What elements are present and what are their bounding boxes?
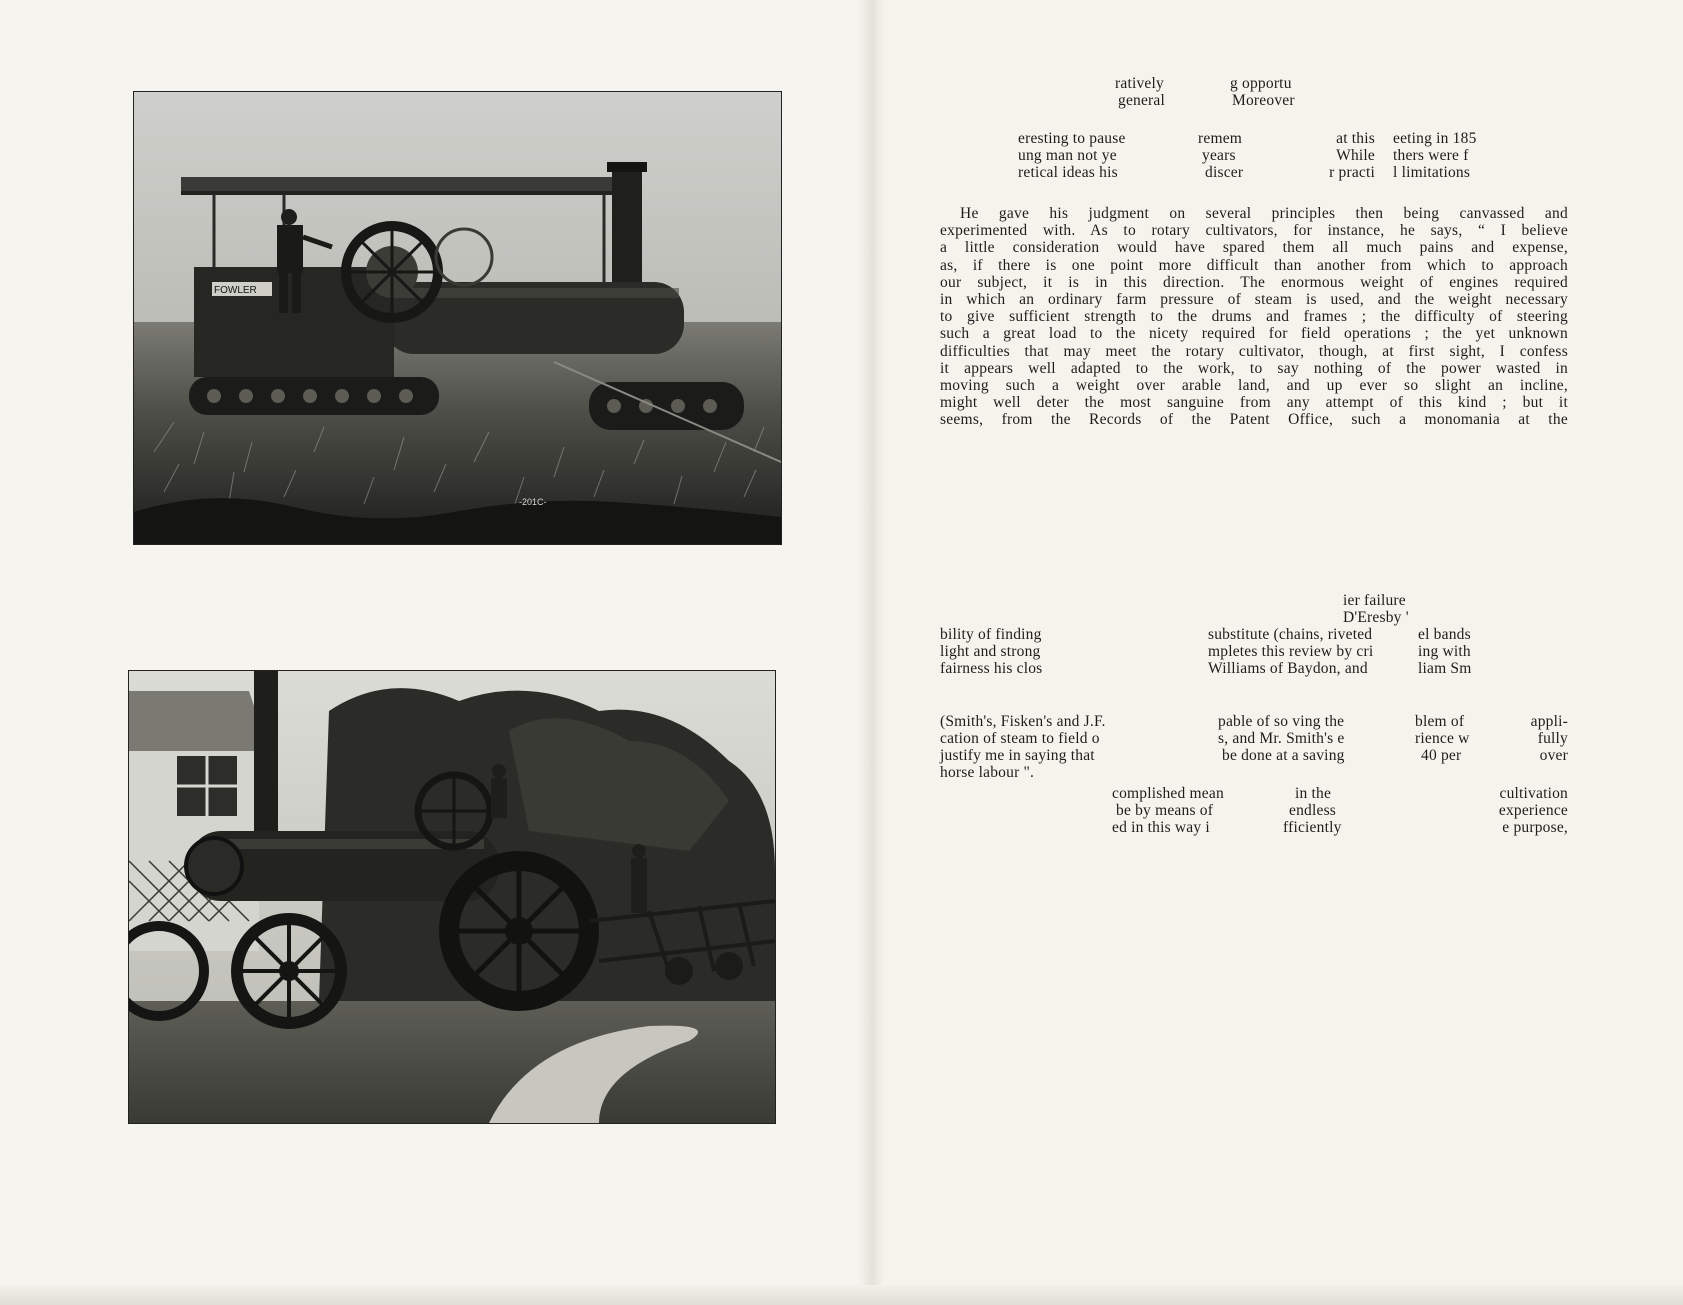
- text-fragment: endless: [1289, 802, 1337, 819]
- text-fragment: pable of so ving the: [1218, 713, 1345, 730]
- text-fragment: ed in this way i: [1112, 819, 1210, 836]
- text-fragment: r practi: [1329, 164, 1375, 181]
- text-fragment: over: [1539, 747, 1568, 764]
- paragraph-line: seems, from the Records of the Patent Office, such a monomania at the: [940, 411, 1568, 429]
- paragraph-line: our subject, it is in this direction. The enormous weight of engines required: [940, 273, 1568, 291]
- text-fragment: general: [1118, 92, 1166, 109]
- text-fragment: cation of steam to field o: [940, 730, 1100, 747]
- page-edge: [0, 1285, 1683, 1305]
- text-fragment: fficiently: [1283, 819, 1342, 836]
- text-fragment: el bands: [1418, 626, 1471, 643]
- text-fragment: at this: [1336, 130, 1375, 147]
- text-fragment: Moreover: [1232, 92, 1295, 109]
- text-fragment: appli-: [1530, 713, 1568, 730]
- paragraph-line: as, if there is one point more difficult than another from which to approach: [940, 256, 1568, 274]
- paragraph-line: such a great load to the nicety required for field operations ; the yet unknown: [940, 325, 1568, 343]
- text-fragment: 40 per: [1421, 747, 1462, 764]
- text-fragment: g opportu: [1230, 75, 1292, 92]
- paragraph-line: it appears well adapted to the work, to say nothing of the power wasted in: [940, 359, 1568, 377]
- text-fragment: fully: [1537, 730, 1568, 747]
- text-fragment: rience w: [1415, 730, 1470, 747]
- paragraph-line: experimented with. As to rotary cultivators, for instance, he says, “ I believe: [940, 222, 1568, 240]
- book-gutter: [858, 0, 884, 1305]
- text-fragment: While: [1336, 147, 1375, 164]
- text-fragment: remem: [1198, 130, 1243, 147]
- body-paragraph: [940, 205, 1568, 429]
- text-fragment: l limitations: [1393, 164, 1471, 181]
- text-fragment: thers were f: [1393, 147, 1469, 164]
- text-fragment: D'Eresby ': [1343, 609, 1409, 626]
- text-fragment: light and strong: [940, 643, 1041, 660]
- text-fragment: mpletes this review by cri: [1208, 643, 1374, 660]
- text-fragment: Williams of Baydon, and: [1208, 660, 1368, 677]
- text-fragment: ung man not ye: [1018, 147, 1117, 164]
- text-fragment: eresting to pause: [1018, 130, 1126, 147]
- text-fragment: bility of finding: [940, 626, 1042, 643]
- text-fragment: ing with: [1418, 643, 1471, 660]
- photo-crawler-steam-engine: [133, 91, 782, 545]
- paragraph-line: might well deter the most sanguine from any attempt of this kind ; but it: [940, 394, 1568, 412]
- text-fragment: be by means of: [1116, 802, 1214, 819]
- text-fragment: ier failure: [1343, 592, 1406, 609]
- paragraph-line: He gave his judgment on several principles then being canvassed and: [960, 205, 1568, 222]
- paragraph-line: moving such a weight over arable land, and up ever so slight an incline,: [940, 377, 1568, 395]
- boiler-label: FOWLER: [214, 285, 257, 296]
- text-fragment: retical ideas his: [1018, 164, 1118, 181]
- text-fragment: ratively: [1115, 75, 1164, 92]
- text-fragment: in the: [1295, 785, 1332, 802]
- text-fragment: liam Sm: [1418, 660, 1472, 677]
- text-fragment: be done at a saving: [1222, 747, 1345, 764]
- paragraph-line: a little consideration would have spared them all much pains and expense,: [940, 239, 1568, 257]
- text-fragment: e purpose,: [1502, 819, 1568, 836]
- text-fragment: justify me in saying that: [940, 747, 1095, 764]
- text-fragment: fairness his clos: [940, 660, 1043, 677]
- paragraph-line: to give sufficient strength to the drums and frames ; the difficulty of steering: [940, 308, 1568, 326]
- text-fragment: s, and Mr. Smith's e: [1218, 730, 1345, 747]
- text-fragment: substitute (chains, riveted: [1208, 626, 1373, 643]
- photo-caption-mark: -201C-: [519, 497, 547, 507]
- text-fragment: cultivation: [1499, 785, 1568, 802]
- text-fragment: discer: [1205, 164, 1244, 181]
- text-fragment: years: [1202, 147, 1236, 164]
- text-fragment: blem of: [1415, 713, 1465, 730]
- text-fragment: horse labour ".: [940, 764, 1035, 781]
- text-fragment: eeting in 185: [1393, 130, 1477, 147]
- paragraph-line: in which an ordinary farm pressure of steam is used, and the weight necessary: [940, 291, 1568, 309]
- paragraph-line: difficulties that may meet the rotary cultivator, though, at first sight, I confess: [940, 342, 1568, 360]
- text-fragment: (Smith's, Fisken's and J.F.: [940, 713, 1106, 730]
- text-fragment: experience: [1498, 802, 1568, 819]
- photo-traction-engine-plough: [128, 670, 776, 1124]
- text-fragment: complished mean: [1112, 785, 1224, 802]
